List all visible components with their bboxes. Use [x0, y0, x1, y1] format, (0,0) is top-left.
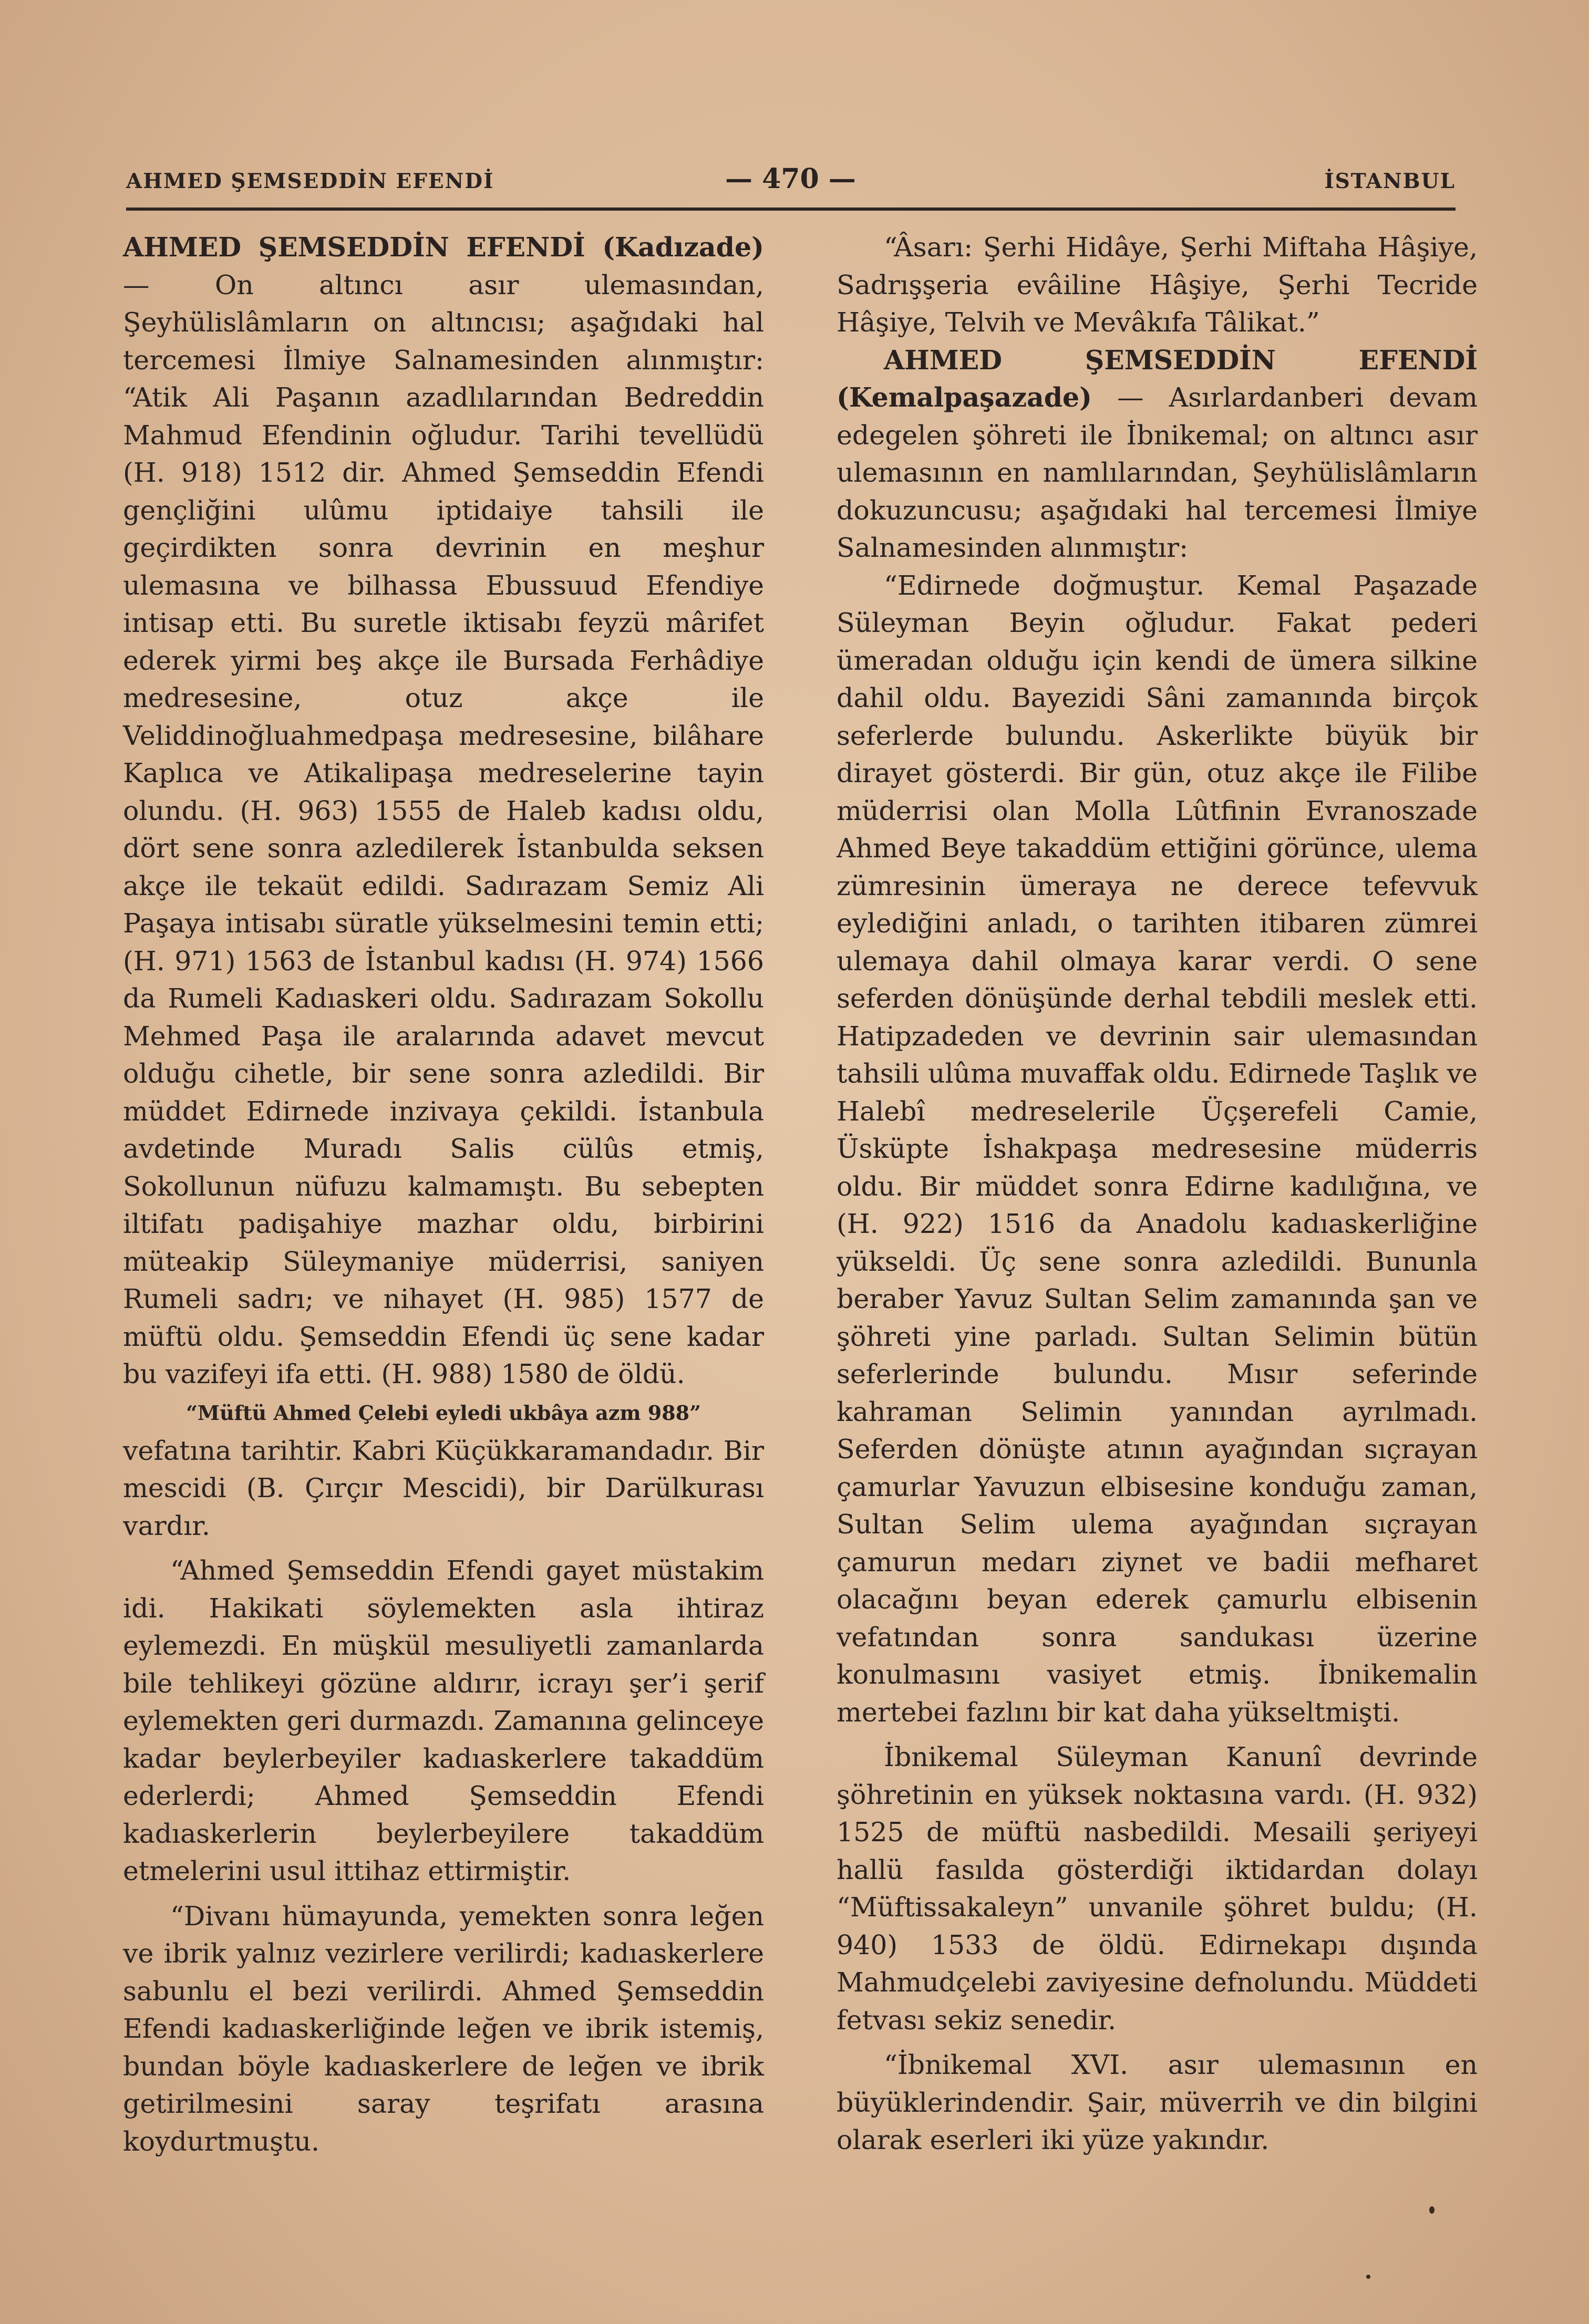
paragraph: vefatına tarihtir. Kabri Küçükkaramandadır. Bir mescidi (B. Çırçır Mescidi), bir Darülkurası vardır.: [123, 1435, 764, 1541]
chronogram: “Müftü Ahmed Çelebi eyledi ukbâya azm 988”: [186, 1400, 701, 1425]
entry-paragraph: [123, 229, 764, 1393]
entry-text: — Asırlardanberi devam edegelen şöhreti ile İbnikemal; on altıncı asır ulemasının en namlılarından, Şeyhülislâmların dokuzuncusu; aşağıdaki hal tercemesi İlmiye Salnamesinden alınmıştır:: [837, 382, 1478, 563]
entry-text: — On altıncı asır ulemasından, Şeyhülislâmların on altıncısı; aşağıdaki hal tercemesi İlmiye Salnamesinden alınmıştır: “Atik Ali Paşanın azadlılarından Bedreddin Mahmud Efendinin oğludur. Tarihi tevellüdü (H. 918) 1512 dir. Ahmed Şemseddin Efendi gençliğini ulûmu iptidaiye tahsili ile geçirdikten sonra devrinin en meşhur ulemasına ve bilhassa Ebussuud Efendiye intisap etti. Bu suretle iktisabı feyzü mârifet ederek yirmi beş akçe ile Bursada Ferhâdiye medresesine, otuz akçe ile Veliddinoğluahmedpaşa medresesine, bilâhare Kaplıca ve Atikalipaşa medreselerine tayin olundu. (H. 963) 1555 de Haleb kadısı oldu, dört sene sonra azledilerek İstanbulda seksen akçe ile tekaüt edildi. Sadırazam Semiz Ali Paşaya intisabı süratle yükselmesini temin etti; (H. 971) 1563 de İstanbul kadısı (H. 974) 1566 da Rumeli Kadıaskeri oldu. Sadırazam Sokollu Mehmed Paşa ile aralarında adavet mevcut olduğu cihetle, bir sene sonra azledildi. Bir müddet Edirnede inzivaya çekildi. İstanbula avdetinde Muradı Salis cülûs etmiş, Sokollunun nüfuzu kalmamıştı. Bu sebepten iltifatı padişahiye mazhar oldu, birbirini müteakip Süleymaniye müderrisi, saniyen Rumeli sadrı; ve nihayet (H. 985) 1577 de müftü oldu. Şemseddin Efendi üç sene kadar bu vazifeyi ifa etti. (H. 988) 1580 de öldü.: [123, 269, 764, 1389]
paragraph: “Edirnede doğmuştur. Kemal Paşazade Süleyman Beyin oğludur. Fakat pederi ümeradan olduğu için kendi de ümera silkine dahil oldu. Bayezidi Sâni zamanında birçok seferlerde bulundu. Askerlikte büyük bir dirayet gösterdi. Bir gün, otuz akçe ile Filibe müderrisi olan Molla Lûtfinin Evranoszade Ahmed Beye takaddüm ettiğini görünce, ulema zümresinin ümeraya ne derece tefevvuk eylediğini anladı, o tarihten itibaren zümrei ulemaya dahil olmaya karar verdi. O sene seferden dönüşünde derhal tebdili meslek etti. Hatipzadeden ve devrinin sair ulemasından tahsili ulûma muvaffak oldu. Edirnede Taşlık ve Halebî medreselerile Üçşerefeli Camie, Üsküpte İshakpaşa medresesine müderris oldu. Bir müddet sonra Edirne kadılığına, ve (H. 922) 1516 da Anadolu kadıaskerliğine yükseldi. Üç sene sonra azledildi. Bununla beraber Yavuz Sultan Selim zamanında şan ve şöhreti yine parladı. Sultan Selimin bütün seferlerinde bulundu. Mısır seferinde kahraman Selimin yanından ayrılmadı. Seferden dönüşte atının ayağından sıçrayan çamurlar Yavuzun elbisesine konduğu zaman, Sultan Selim ulema ayağından sıçrayan çamurun medarı ziynet ve badii mefharet olacağını beyan ederek çamurlu elbisenin vefatından sonra sandukası üzerine konulmasını vasiyet etmiş. İbnikemalin mertebei fazlını bir kat daha yükseltmişti.: [837, 569, 1478, 1728]
entry-title: AHMED ŞEMSEDDİN EFENDİ (Kadızade): [123, 232, 764, 263]
header-entry-name: AHMED ŞEMSEDDİN EFENDİ: [126, 169, 494, 193]
paragraph: “İbnikemal XVI. asır ulemasının en büyüklerindendir. Şair, müverrih ve din bilgini olarak eserleri iki yüze yakındır.: [837, 2049, 1478, 2155]
paragraph: “Ahmed Şemseddin Efendi gayet müstakim idi. Hakikati söylemekten asla ihtiraz eylemezdi. En müşkül mesuliyetli zamanlarda bile tehlikeyi gözüne aldırır, icrayı şer’i şerif eylemekten geri durmazdı. Zamanına gelinceye kadar beylerbeyiler kadıaskerlere takaddüm ederlerdi; Ahmed Şemseddin Efendi kadıaskerlerin beylerbeyilere takaddüm etmelerini usul ittihaz ettirmiştir.: [123, 1555, 764, 1886]
entry-title: AHMED ŞEMSEDDİN EFENDİ (Kemalpaşazade): [837, 344, 1478, 413]
left-column: [123, 229, 764, 2160]
paragraph: İbnikemal Süleyman Kanunî devrinde şöhretinin en yüksek noktasına vardı. (H. 932) 1525 de müftü nasbedildi. Mesaili şeriyeyi hallü fasılda gösterdiği iktidardan dolayı “Müftissakaleyn” unvanile şöhret buldu; (H. 940) 1533 de öldü. Edirnekapı dışında Mahmudçelebi zaviyesine defnolundu. Müddeti fetvası sekiz senedir.: [837, 1741, 1478, 2036]
header-rule: [126, 208, 1456, 211]
ink-speck: [1366, 2275, 1370, 2279]
paragraph: “Divanı hümayunda, yemekten sonra leğen ve ibrik yalnız vezirlere verilirdi; kadıaskerlere sabunlu el bezi verilirdi. Ahmed Şemseddin Efendi kadıaskerliğinde leğen ve ibrik istemiş, bundan böyle kadıaskerlere de leğen ve ibrik getirilmesini saray teşrifatı arasına koydurtmuştu.: [123, 1900, 764, 2157]
right-column: [837, 229, 1478, 2159]
paragraph: “Âsarı: Şerhi Hidâye, Şerhi Miftaha Hâşiye, Sadrışşeria evâiline Hâşiye, Şerhi Tecride Hâşiye, Telvih ve Mevâkıfa Tâlikat.”: [837, 232, 1478, 338]
header-city: İSTANBUL: [1324, 169, 1456, 193]
running-header: [126, 163, 1456, 201]
entry-paragraph: [837, 341, 1478, 567]
page-number: — 470 —: [725, 163, 856, 195]
ink-speck: [1429, 2206, 1435, 2214]
